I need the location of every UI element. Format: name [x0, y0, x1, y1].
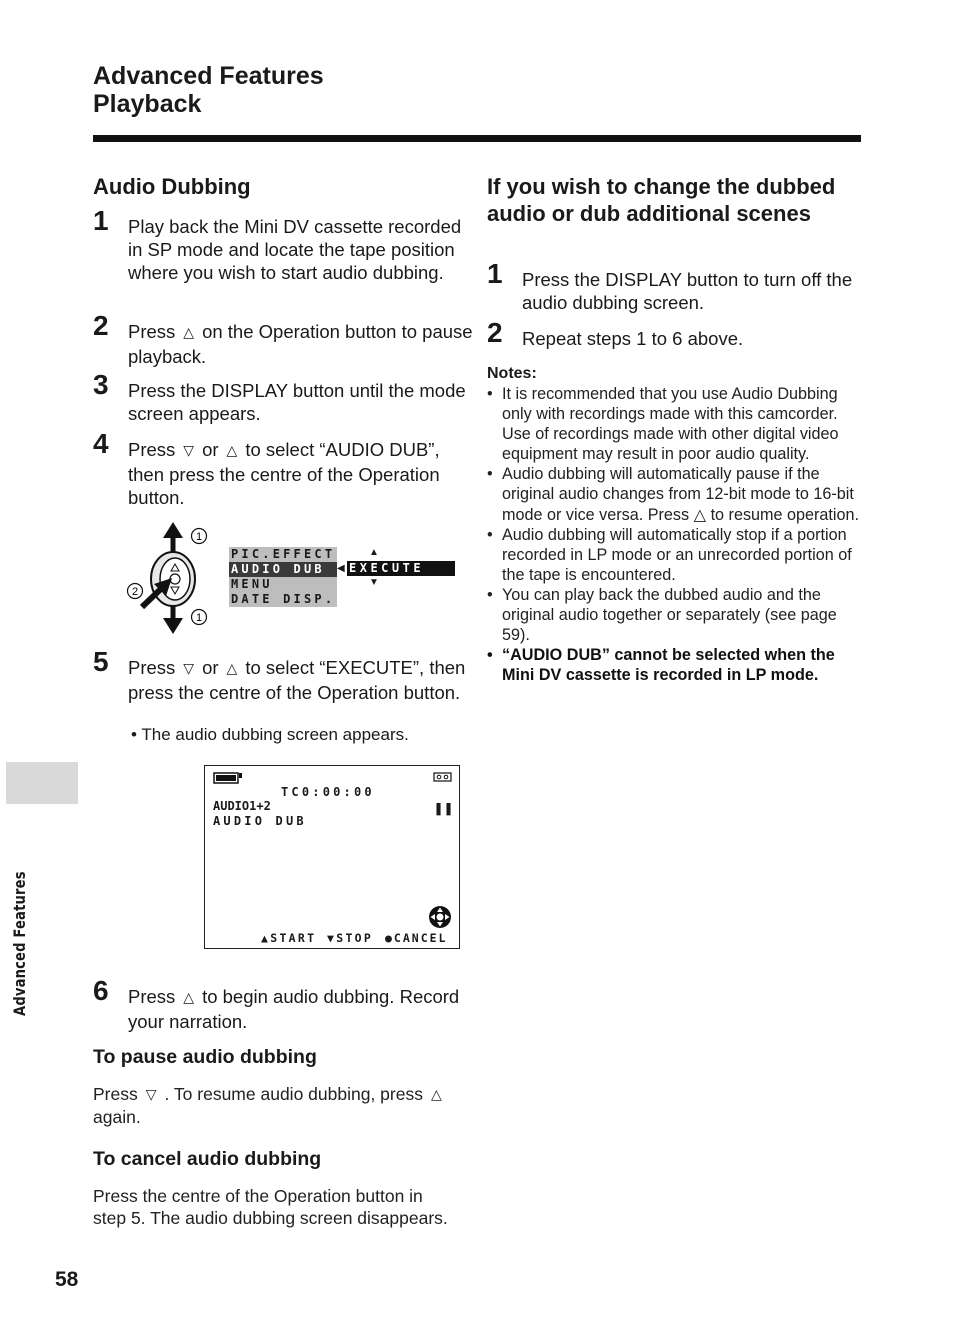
down-triangle-icon: ▽	[183, 442, 195, 458]
note-text: You can play back the dubbed audio and the original audio together or separately (see page 59).	[502, 585, 837, 645]
mode-label: AUDIO DUB	[213, 814, 307, 828]
section-heading-audio-dubbing: Audio Dubbing	[93, 174, 251, 199]
step-4	[93, 428, 473, 509]
callout-1-bottom	[189, 607, 209, 627]
timecode: TC0:00:00	[281, 785, 375, 799]
step-text: Press the DISPLAY button to turn off the audio dubbing screen.	[522, 269, 853, 313]
audio-dubbing-screen	[204, 765, 460, 949]
step-5	[93, 646, 478, 704]
bullet: •	[487, 646, 493, 665]
step-number: 6	[93, 975, 109, 1006]
step-3	[93, 369, 473, 425]
cancel-heading: To cancel audio dubbing	[93, 1148, 322, 1170]
pause-icon: ❚❚	[434, 799, 455, 817]
up-triangle-icon: △	[226, 660, 238, 676]
execute-option: EXECUTE	[347, 561, 455, 576]
cancel-label: ●CANCEL	[385, 931, 448, 945]
down-triangle-icon: ▽	[183, 660, 195, 676]
section-heading-change-dubbed-audio: If you wish to change the dubbed audio or dub additional scenes	[487, 174, 836, 226]
menu-item-pic-effect: PIC.EFFECT	[231, 547, 336, 561]
note-text: Audio dubbing will automatically stop if a portion recorded in LP mode or an unrecorded portion of the tape is encountered.	[502, 525, 852, 584]
note-item	[487, 384, 867, 464]
note-item	[487, 585, 867, 645]
step-number: 1	[93, 205, 109, 236]
note-text: It is recommended that you use Audio Dubbing only with recordings made with this camcorder. Use of recordings made with other digital video equipment may result in poor audio quality.	[502, 385, 839, 464]
battery-icon	[213, 771, 245, 785]
up-triangle-icon: △	[183, 989, 195, 1005]
step-number: 2	[487, 317, 503, 348]
mode-menu	[229, 547, 337, 607]
note-item	[487, 525, 867, 585]
step-2	[93, 310, 473, 368]
page-number: 58	[55, 1268, 79, 1291]
menu-item-date-disp: DATE DISP.	[231, 592, 336, 606]
callout-number: 2	[131, 586, 139, 598]
left-arrow-icon: ◀	[337, 563, 345, 574]
step-6	[93, 975, 473, 1033]
chapter-side-label: Advanced Features	[10, 871, 29, 1016]
up-arrow-icon: ▲	[369, 547, 379, 558]
stop-label: ▼STOP	[327, 931, 374, 945]
step-number: 2	[93, 310, 109, 341]
pause-text-pre: Press	[93, 1084, 138, 1104]
step-text-pre: Press	[128, 321, 176, 342]
step-text-post: to select “AUDIO DUB”, then press the centre of the Operation button.	[128, 439, 440, 508]
cassette-icon	[433, 772, 453, 783]
right-step-2	[487, 317, 862, 350]
header-rule	[93, 135, 861, 142]
menu-item-audio-dub: AUDIO DUB	[229, 562, 337, 577]
notes-list	[487, 384, 867, 685]
pause-text	[93, 1083, 463, 1128]
callout-2	[125, 581, 145, 601]
callout-number: 1	[195, 531, 203, 543]
header-subsection-title: Playback	[93, 90, 202, 118]
page-header	[93, 62, 324, 118]
step-text-pre: Press	[128, 439, 176, 460]
step-text-post: to begin audio dubbing. Record your narration.	[128, 986, 460, 1032]
note-item	[487, 464, 867, 524]
step-5-bullet: • The audio dubbing screen appears.	[131, 725, 409, 744]
note-item-important	[487, 645, 867, 685]
audio-mode: AUDIO1+2	[213, 799, 271, 813]
cancel-text: Press the centre of the Operation button in step 5. The audio dubbing screen disappears.	[93, 1186, 448, 1228]
bullet: •	[487, 385, 493, 403]
step-text-pre: Press	[128, 986, 176, 1007]
header-section-title: Advanced Features	[93, 62, 324, 90]
up-triangle-icon: △	[430, 1086, 442, 1102]
bullet: •	[487, 525, 493, 544]
callout-number: 1	[195, 612, 203, 624]
up-triangle-icon: △	[183, 324, 195, 340]
step-number: 1	[487, 258, 503, 289]
down-arrow-icon: ▼	[369, 577, 379, 588]
step-number: 4	[93, 428, 109, 459]
down-triangle-icon: ▽	[145, 1086, 157, 1102]
note-text: Audio dubbing will automatically pause if the original audio changes from 12-bit mode to 16-bit mode or vice versa. Press △ to resume operation.	[502, 465, 860, 524]
bullet: •	[487, 465, 493, 484]
pause-text-post: again.	[93, 1107, 141, 1127]
pause-text-mid: . To resume audio dubbing, press	[164, 1084, 423, 1104]
step-text: Repeat steps 1 to 6 above.	[522, 328, 744, 349]
up-triangle-icon: △	[226, 442, 238, 458]
operation-button-icon	[427, 904, 453, 930]
step-text-post: on the Operation button to pause playback.	[128, 321, 473, 367]
step-1	[93, 205, 473, 284]
menu-item-menu: MENU	[231, 577, 273, 591]
bullet: •	[487, 585, 493, 604]
note-text: “AUDIO DUB” cannot be selected when the Mini DV cassette is recorded in LP mode.	[502, 646, 835, 685]
step-text-post: to select “EXECUTE”, then press the centre of the Operation button.	[128, 657, 466, 703]
start-label: ▲START	[261, 931, 317, 945]
callout-1-top	[189, 526, 209, 546]
pause-heading: To pause audio dubbing	[93, 1046, 317, 1068]
chapter-tab	[6, 762, 78, 804]
notes-heading: Notes:	[487, 365, 537, 382]
step-text-or: or	[202, 657, 219, 678]
step-number: 3	[93, 369, 109, 400]
step-text-pre: Press	[128, 657, 176, 678]
right-step-1	[487, 258, 862, 314]
step-text: Press the DISPLAY button until the mode screen appears.	[128, 380, 466, 424]
step-text-or: or	[202, 439, 219, 460]
step-text: Play back the Mini DV cassette recorded in SP mode and locate the tape position where you wish to start audio dubbing.	[128, 216, 462, 283]
step-number: 5	[93, 646, 109, 677]
